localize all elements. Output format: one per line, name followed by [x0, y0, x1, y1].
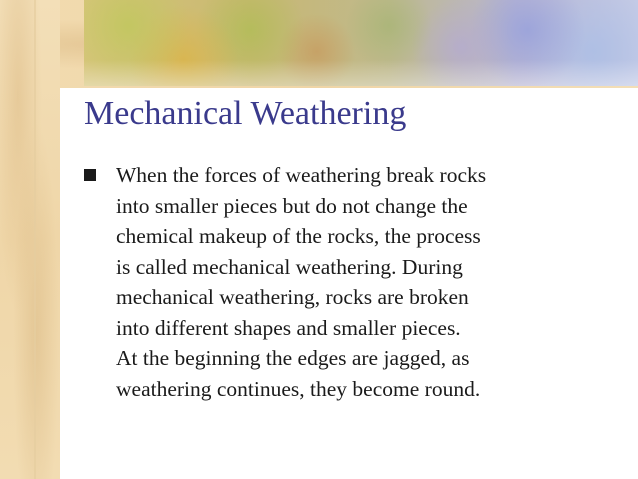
bullet-line: weathering continues, they become round. — [116, 376, 481, 401]
bullet-line: At the beginning the edges are jagged, as — [116, 346, 470, 370]
bullet-line: chemical makeup of the rocks, the process — [116, 224, 481, 248]
bullet-line: mechanical weathering, rocks are broken — [116, 285, 469, 309]
parchment-border-left — [0, 0, 60, 479]
bullet-line: into smaller pieces but do not change the — [116, 193, 468, 218]
accent-line — [34, 0, 36, 479]
bullet-line: When the forces of weathering break rocks — [116, 163, 487, 187]
bullet-line: into different shapes and smaller pieces. — [116, 315, 461, 340]
bullet-line: is called mechanical weathering. During — [116, 254, 463, 279]
bullet-item — [84, 160, 624, 404]
square-bullet-icon — [84, 169, 96, 181]
floral-header-fade — [84, 60, 638, 86]
bullet-text — [116, 160, 624, 404]
bullet-list — [84, 160, 624, 404]
slide-title: Mechanical Weathering — [84, 95, 407, 132]
